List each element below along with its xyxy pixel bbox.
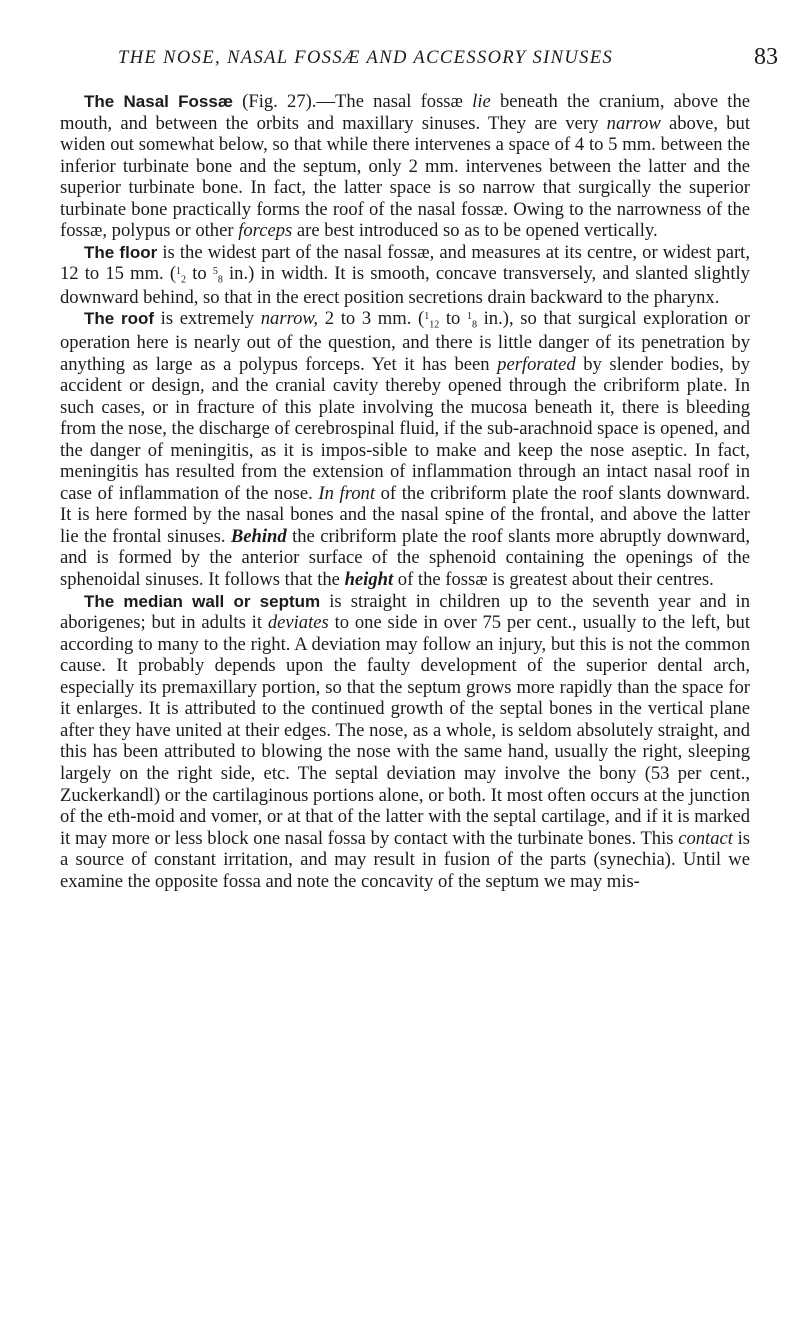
- text-run: in.) in width. It is smooth, concave transversely, and slanted slightly downward behind, so that in the erect position secretions drain backward to the pharynx.: [60, 263, 750, 308]
- text-run: in.), so that surgical exploration or operation here is nearly out of the question, and there is little danger of its penetration by anything as large as a polypus forceps. Yet it has been: [60, 308, 750, 375]
- page-number: 83: [754, 44, 778, 70]
- run-in-heading: The roof: [84, 309, 155, 329]
- text-run: the cribriform plate the roof slants more abruptly downward, and is formed by the anterior surface of the sphenoid containing the openings of the sphenoidal sinuses. It follows that the: [60, 525, 750, 591]
- fraction-denominator: 12: [429, 319, 440, 331]
- emphasis: narrow,: [260, 308, 319, 330]
- text-run: is straight in children up to the seventh year and in aborigenes; but in adults it: [60, 590, 750, 634]
- fraction-denominator: 8: [471, 319, 477, 331]
- fraction: [466, 311, 477, 331]
- strong-emphasis: Behind: [230, 525, 287, 547]
- text-run: above, but widen out somewhat below, so that while there intervenes a space of 4 to 5 mm. between the inferior turbinate bone and the septum, only 2 mm. intervenes between the latter and the superior turbinate bone. In fact, the latter space is so narrow that surgically the superior turbinate bone practically forms the roof of the nasal fossæ. Owing to the narrowness of the fossæ, polypus or other: [60, 112, 751, 242]
- text-run: by slender bodies, by accident or design, and the cranial cavity thereby opened through the cribriform plate. In such cases, or in fracture of this plate involving the mucosa beneath it, there is bleeding from the nose, the discharge of cerebrospinal fluid, if the sub-arachnoid space is opened, and the danger of meningitis, as it is impos-sible to make and keep the nose aseptic. In fact, meningitis has resulted from the extension of inflammation through an intact nasal roof in case of inflammation of the nose.: [60, 353, 750, 504]
- fraction-numerator: 5: [212, 266, 218, 278]
- page-header: [118, 44, 778, 74]
- text-run: to: [439, 308, 467, 330]
- text-run: of the fossæ is greatest about their centres.: [393, 569, 714, 591]
- text-run: 2 to 3 mm. (: [318, 308, 425, 330]
- fraction: [212, 266, 223, 286]
- text-run: is a source of constant irritation, and may result in fusion of the parts (synechia). Until we examine the opposite fossa and note the concavity of the septum we may mis-: [60, 827, 750, 892]
- running-head: THE NOSE, NASAL FOSSÆ AND ACCESSORY SINUSES: [118, 48, 614, 68]
- text-run: beneath the cranium, above the mouth, and between the orbits and maxillary sinuses. They are very: [60, 91, 751, 134]
- run-in-heading: The median wall or septum: [84, 591, 321, 611]
- emphasis: perforated: [497, 353, 576, 375]
- paragraph: [60, 591, 750, 893]
- body-text: [60, 91, 750, 892]
- fraction-numerator: 1: [466, 311, 472, 323]
- fraction-numerator: 1: [176, 266, 182, 278]
- paragraph: [60, 91, 750, 242]
- text-run: of the cribriform plate the roof slants downward. It is here formed by the nasal bones and the nasal spine of the frontal, and above the latter lie the frontal sinuses.: [60, 482, 750, 547]
- emphasis: deviates: [267, 612, 329, 634]
- text-run: is the widest part of the nasal fossæ, and measures at its centre, or widest part, 12 to 15 mm. (: [60, 241, 750, 285]
- emphasis: contact: [678, 827, 733, 849]
- emphasis: forceps: [238, 220, 293, 242]
- run-in-heading: The Nasal Fossæ: [84, 92, 233, 111]
- emphasis: narrow: [606, 112, 661, 134]
- fraction-denominator: 8: [217, 274, 223, 286]
- paragraph: [60, 242, 750, 309]
- text-run: to one side in over 75 per cent., usually to the left, but according to many to the right. A deviation may follow an injury, but this is not the common cause. It probably depends upon the faulty development of the superior dental arch, especially its premaxillary portion, so that the septum grows more rapidly than the space for it enlarges. It is attributed to the continued growth of the septal bones in the vertical plane after they have united at their edges. The nose, as a whole, is seldom absolutely straight, and this has been attributed to blowing the nose with the same hand, usually the right, sleeping largely on the right side, etc. The septal deviation may involve the bony (53 per cent., Zuckerkandl) or the cartilaginous portions alone, or both. It most often occurs at the junction of the eth-moid and vomer, or at that of the latter with the septal cartilage, and if it is marked it may more or less block one nasal fossa by contact with the turbinate bones. This: [60, 612, 750, 849]
- fraction-numerator: 1: [424, 311, 430, 323]
- text-run: (Fig. 27).—The nasal fossæ: [232, 91, 473, 112]
- emphasis: In front: [318, 482, 375, 504]
- paragraph: [60, 308, 750, 590]
- fraction: [424, 311, 440, 331]
- text-run: are best introduced so as to be opened vertically.: [292, 220, 658, 242]
- run-in-heading: The floor: [84, 242, 158, 262]
- text-run: is extremely: [154, 308, 261, 330]
- emphasis: lie: [472, 91, 491, 112]
- text-run: to: [186, 263, 213, 285]
- fraction: [176, 266, 187, 286]
- strong-emphasis: height: [344, 569, 394, 591]
- fraction-denominator: 2: [181, 274, 187, 286]
